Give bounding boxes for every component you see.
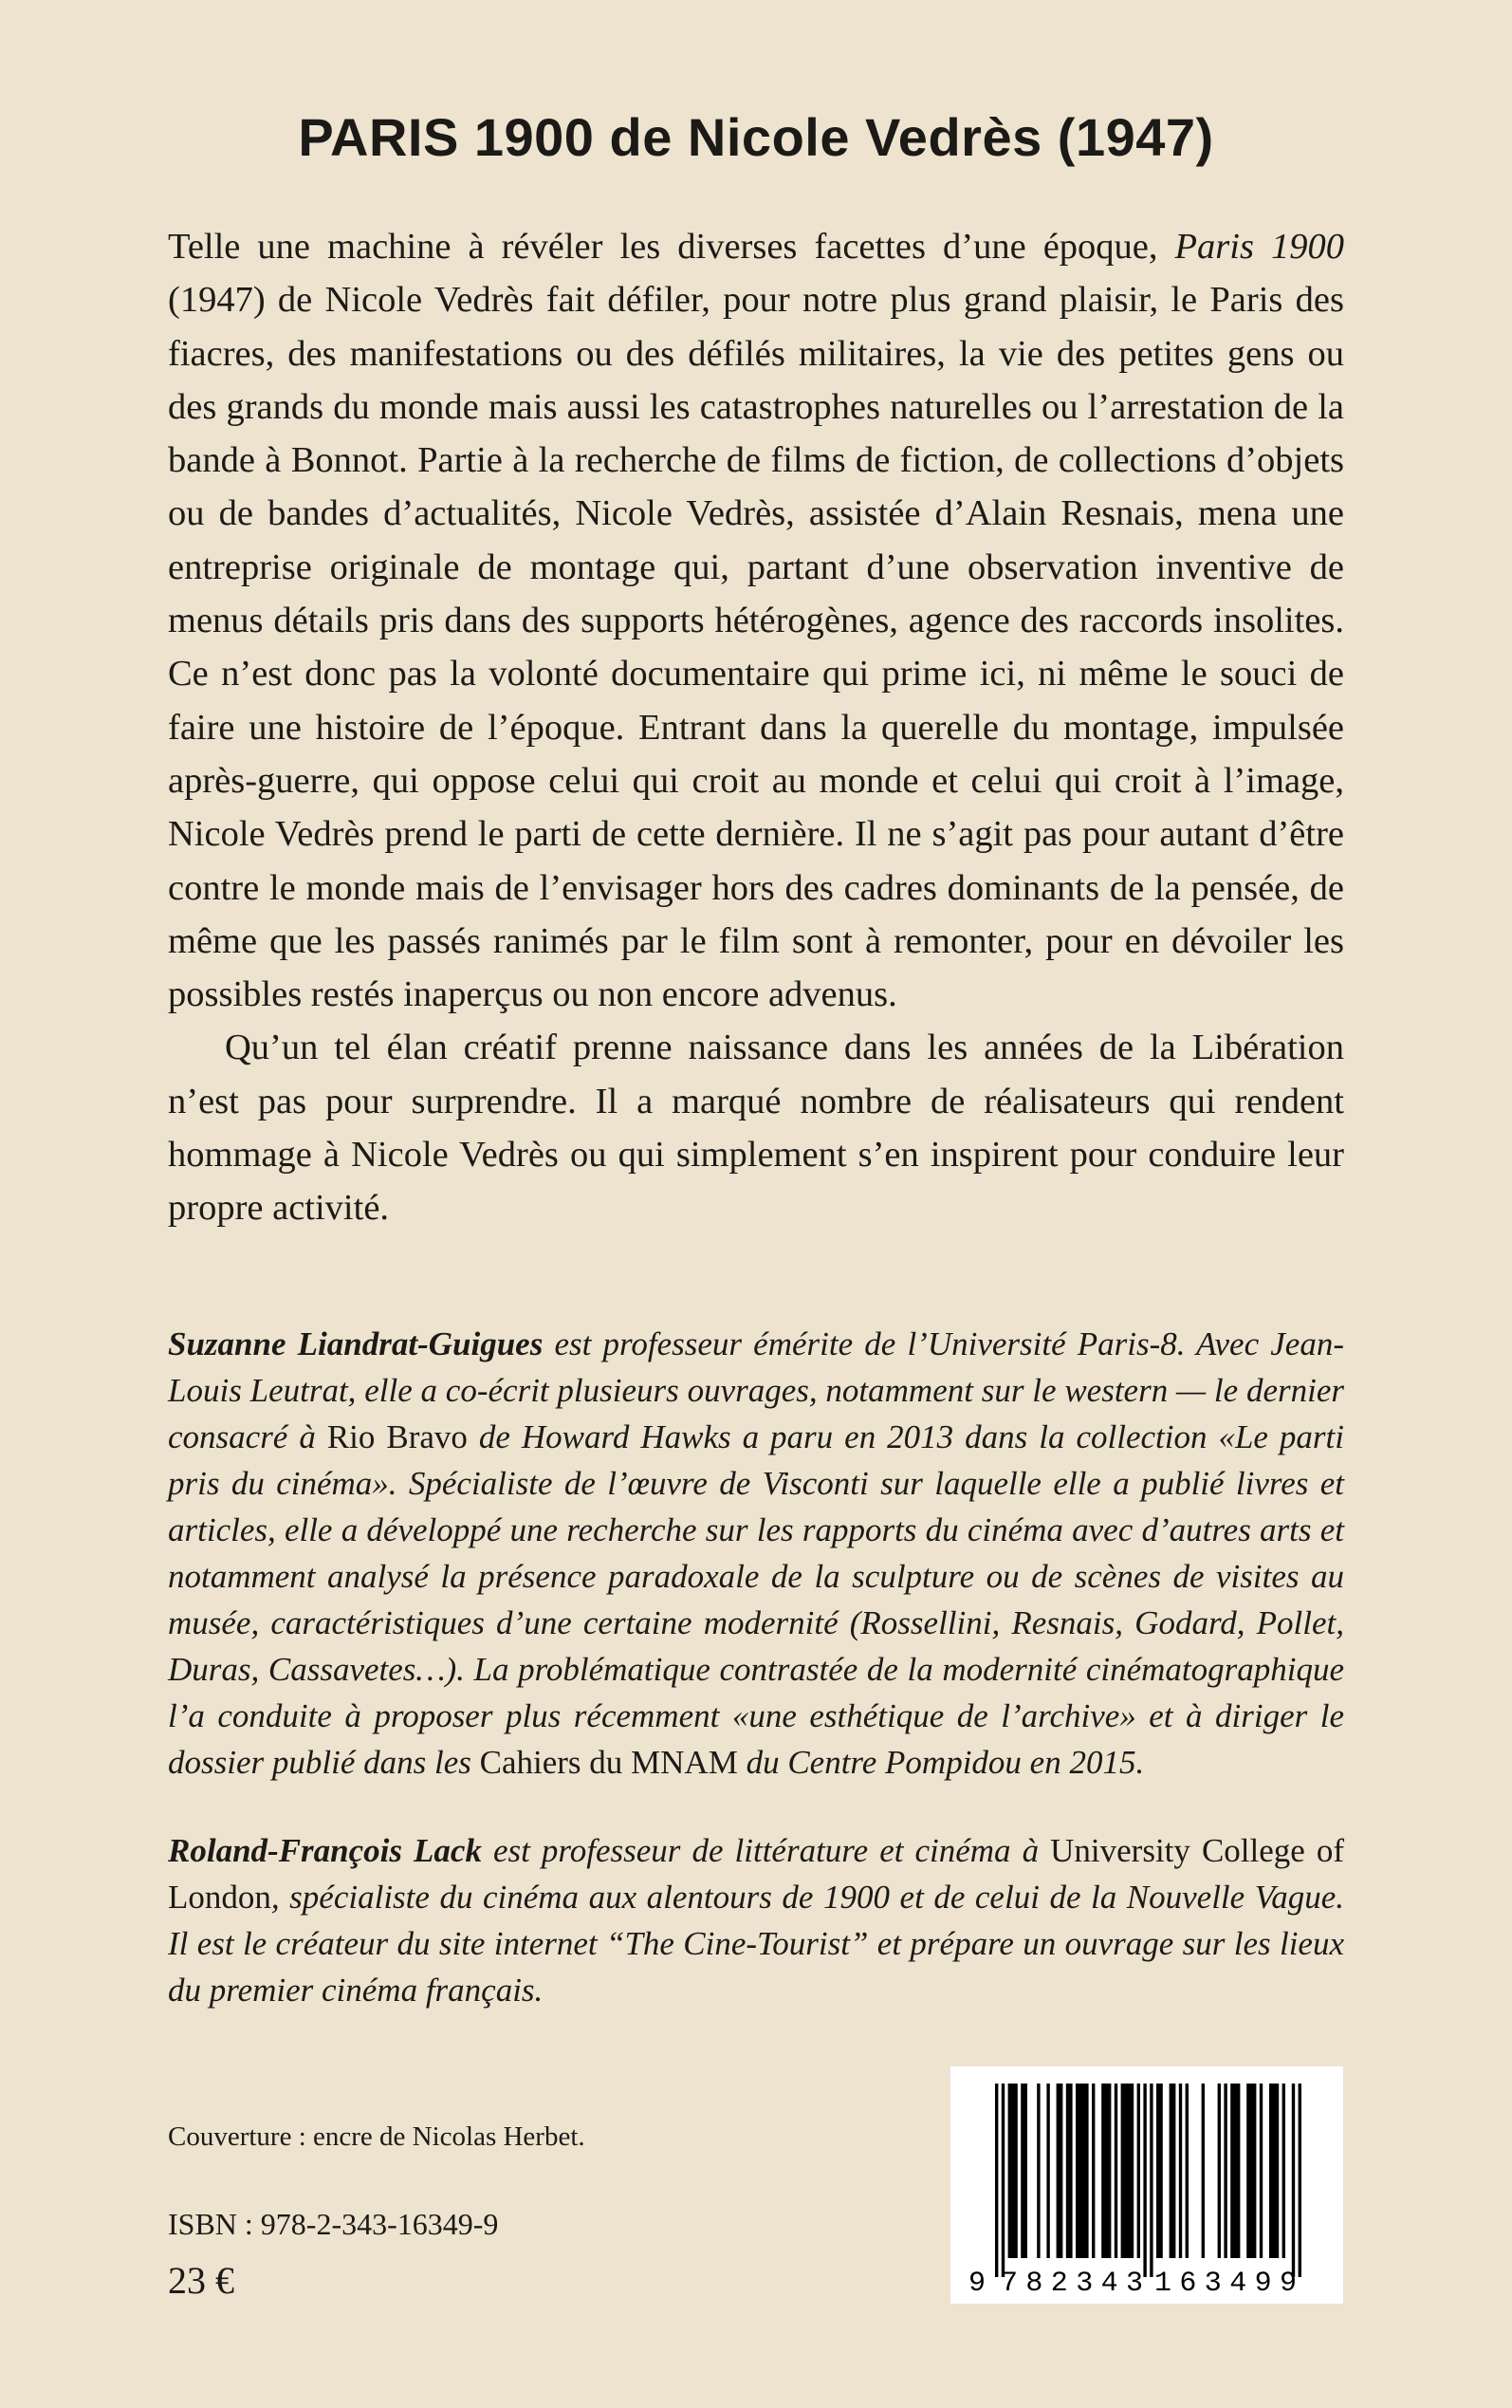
- isbn-text: ISBN : 978-2-343-16349-9: [168, 2207, 499, 2241]
- summary-paragraph-1-rest: (1947) de Nicole Vedrès fait défiler, pour notre plus grand plaisir, le Paris des fiacres, des manifestations ou des défilés militaires, la vie des petites gens ou des grands du monde mais aussi les catastrophes naturelles ou l’arrestation de la bande à Bonnot. Partie à la recherche de films de fiction, de collections d’objets ou de bandes d’actualités, Nicole Vedrès, assistée d’Alain Resnais, mena une entreprise originale de montage qui, partant d’une observation inventive de menus détails pris dans des supports hétérogènes, agence des raccords insolites. Ce n’est donc pas la volonté documentaire qui prime ici, ni même le souci de faire une histoire de l’époque. Entrant dans la querelle du montage, impulsée après-guerre, qui oppose celui qui croit au monde et celui qui croit à l’image, Nicole Vedrès prend le parti de cette dernière. Il ne s’agit pas pour autant d’être contre le monde mais de l’envisager hors des cadres dominants de la pensée, de même que les passés ranimés par le film sont à remonter, pour en dévoiler les possibles restés inaperçus ou non encore advenus.: [168, 280, 1344, 1015]
- price-text: 23 €: [168, 2259, 234, 2302]
- barcode-bar: [1156, 2084, 1163, 2258]
- barcode-bar: [1246, 2084, 1256, 2258]
- barcode: [950, 2066, 1343, 2304]
- author-1-name: Suzanne Liandrat-Guigues: [168, 1325, 544, 1362]
- film-title: Paris 1900: [1174, 227, 1344, 267]
- barcode-guard-bar: [995, 2084, 998, 2277]
- barcode-bar: [1066, 2084, 1073, 2258]
- barcode-bar: [1008, 2084, 1018, 2258]
- barcode-left-digits: 782343: [1001, 2268, 1143, 2300]
- barcode-right-digits: 163499: [1154, 2268, 1297, 2300]
- barcode-bar: [1121, 2084, 1134, 2258]
- barcode-bar: [1170, 2084, 1176, 2258]
- barcode-bar: [1092, 2084, 1095, 2258]
- barcode-bar: [1101, 2084, 1111, 2258]
- barcode-guard-bar: [1150, 2084, 1152, 2277]
- barcode-graphic: [950, 2066, 1343, 2304]
- author-1-bio-part-a: est professeur émérite de l’Université Paris-8. Avec Jean-Louis Leutrat, elle a co-écrit plusieurs ouvrages, notamment sur le western — le dernier consacré à: [168, 1325, 1344, 1455]
- author-bio-1: [168, 1321, 1344, 1786]
- barcode-bars: [995, 2084, 1301, 2277]
- author-2-bio-part-b: , spécialiste du cinéma aux alentours de 1900 et de celui de la Nouvelle Vague. Il est le créateur du site internet “The Cine-Tourist” et prépare un ouvrage sur les lieux du premier cinéma français.: [168, 1879, 1344, 2009]
- barcode-first-digit: 9: [968, 2268, 986, 2300]
- barcode-bar: [1269, 2084, 1279, 2258]
- barcode-bar: [1186, 2084, 1189, 2258]
- barcode-bar: [1057, 2084, 1063, 2258]
- barcode-bar: [1218, 2084, 1221, 2258]
- summary-text: [168, 220, 1344, 1235]
- author-2-name: Roland-François Lack: [168, 1832, 482, 1869]
- barcode-bar: [1046, 2084, 1049, 2258]
- summary-paragraph-2: Qu’un tel élan créatif prenne naissance dans les années de la Libération n’est pas pour surprendre. Il a marqué nombre de réalisateurs qui rendent hommage à Nicole Vedrès ou qui simplement s’en inspirent pour conduire leur propre activité.: [168, 1028, 1344, 1229]
- barcode-bar: [1260, 2084, 1263, 2258]
- barcode-guard-bar: [1143, 2084, 1146, 2277]
- author-1-bio-film: Rio Bravo: [326, 1418, 468, 1455]
- barcode-bar: [1021, 2084, 1027, 2258]
- barcode-guard-bar: [1002, 2084, 1005, 2277]
- barcode-guard-bar: [1299, 2084, 1301, 2277]
- barcode-bar: [1230, 2084, 1240, 2258]
- summary-paragraph-1: [168, 220, 1344, 1021]
- barcode-bar: [1224, 2084, 1226, 2258]
- author-2-bio-part-a: est professeur de littérature et cinéma à: [481, 1832, 1051, 1869]
- barcode-bar: [1282, 2084, 1285, 2258]
- barcode-bar: [1202, 2084, 1205, 2258]
- barcode-bar: [1076, 2084, 1089, 2258]
- barcode-bar: [1179, 2084, 1182, 2258]
- barcode-guard-bar: [1292, 2084, 1295, 2277]
- author-2-bio-institution: University College of London: [168, 1832, 1344, 1916]
- author-1-bio-journal: Cahiers du MNAM: [479, 1744, 738, 1781]
- cover-credit: Couverture : encre de Nicolas Herbet.: [168, 2121, 585, 2152]
- author-1-bio-part-c: du Centre Pompidou en 2015.: [737, 1744, 1145, 1781]
- summary-paragraph-1-lead: Telle une machine à révéler les diverses facettes d’une époque,: [168, 227, 1175, 267]
- barcode-bar: [1115, 2084, 1117, 2258]
- author-bio-2: [168, 1827, 1344, 2013]
- author-1-bio-part-b: de Howard Hawks a paru en 2013 dans la collection «Le parti pris du cinéma». Spécialiste de l’œuvre de Visconti sur laquelle elle a publié livres et articles, elle a développé une recherche sur les rapports du cinéma avec d’autres arts et notamment analysé la présence paradoxale de la sculpture ou de scènes de visites au musée, caractéristiques d’une certaine modernité (Rossellini, Resnais, Godard, Pollet, Duras, Cassavetes…). La problématique contrastée de la modernité cinématographique l’a conduite à proposer plus récemment «une esthétique de l’archive» et à diriger le dossier publié dans les: [168, 1418, 1344, 1781]
- book-title: PARIS 1900 de Nicole Vedrès (1947): [298, 107, 1214, 167]
- barcode-bar: [1037, 2084, 1040, 2258]
- barcode-bar: [1137, 2084, 1140, 2258]
